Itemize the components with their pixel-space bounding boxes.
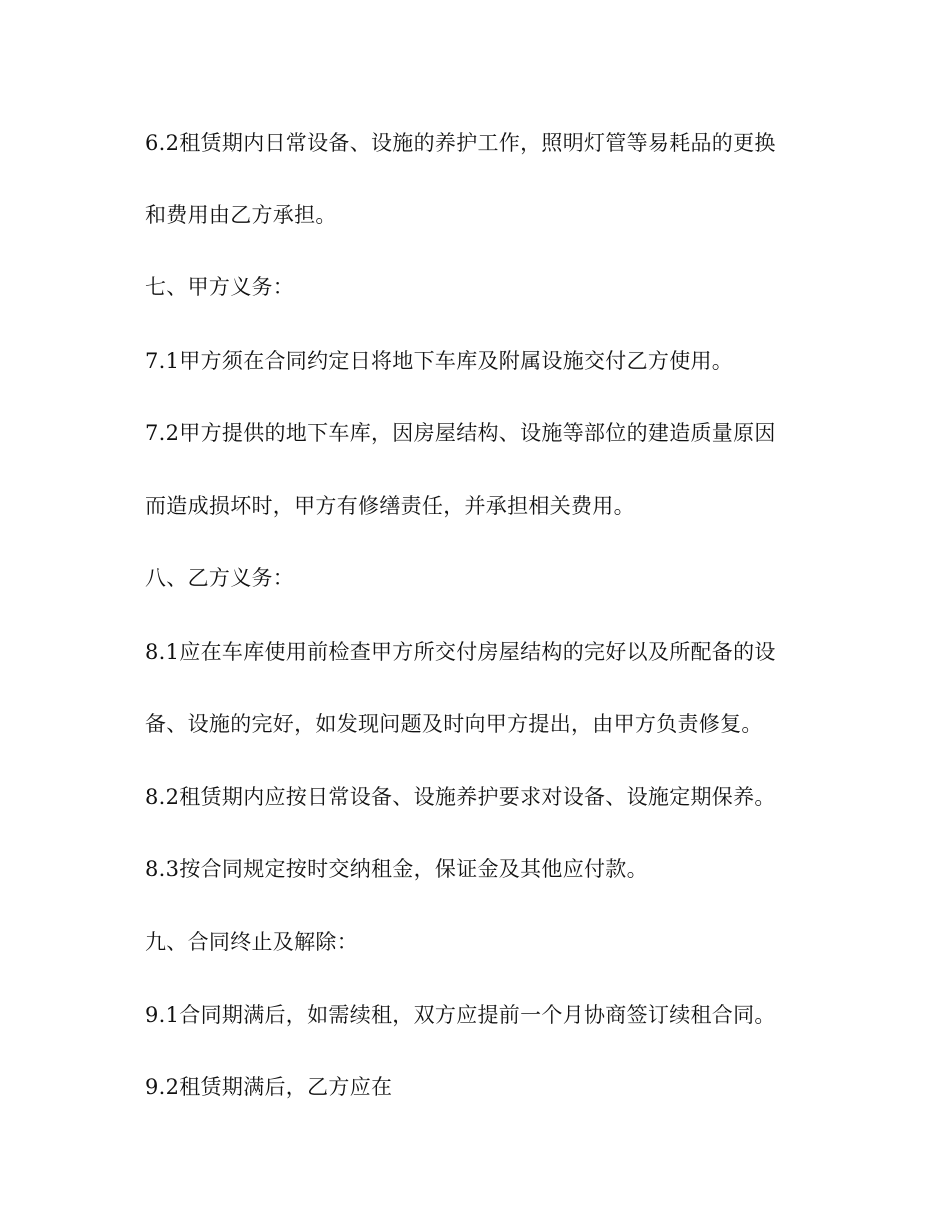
clause-7-2-line-1: 7.2甲方提供的地下车库，因房屋结构、设施等部位的建造质量原因 (145, 421, 776, 445)
clause-6-2-line-2: 和费用由乙方承担。 (145, 203, 337, 227)
clause-8-1-line-1: 8.1应在车库使用前检查甲方所交付房屋结构的完好以及所配备的设 (145, 640, 776, 664)
clause-7-1: 7.1甲方须在合同约定日将地下车库及附属设施交付乙方使用。 (145, 349, 734, 373)
clause-8-2: 8.2租赁期内应按日常设备、设施养护要求对设备、设施定期保养。 (145, 785, 776, 809)
clause-9-1: 9.1合同期满后，如需续租，双方应提前一个月协商签订续租合同。 (145, 1003, 776, 1027)
section-9-heading: 九、合同终止及解除： (145, 930, 358, 954)
clause-8-1-line-2: 备、设施的完好，如发现问题及时向甲方提出，由甲方负责修复。 (145, 712, 763, 736)
clause-8-3: 8.3按合同规定按时交纳租金，保证金及其他应付款。 (145, 857, 648, 881)
section-7-heading: 七、甲方义务： (145, 275, 295, 299)
section-8-heading: 八、乙方义务： (145, 566, 295, 590)
clause-9-2: 9.2租赁期满后，乙方应在 (145, 1075, 393, 1099)
clause-7-2-line-2: 而造成损坏时，甲方有修缮责任，并承担相关费用。 (145, 494, 635, 518)
clause-6-2-line-1: 6.2租赁期内日常设备、设施的养护工作，照明灯管等易耗品的更换 (145, 131, 776, 155)
